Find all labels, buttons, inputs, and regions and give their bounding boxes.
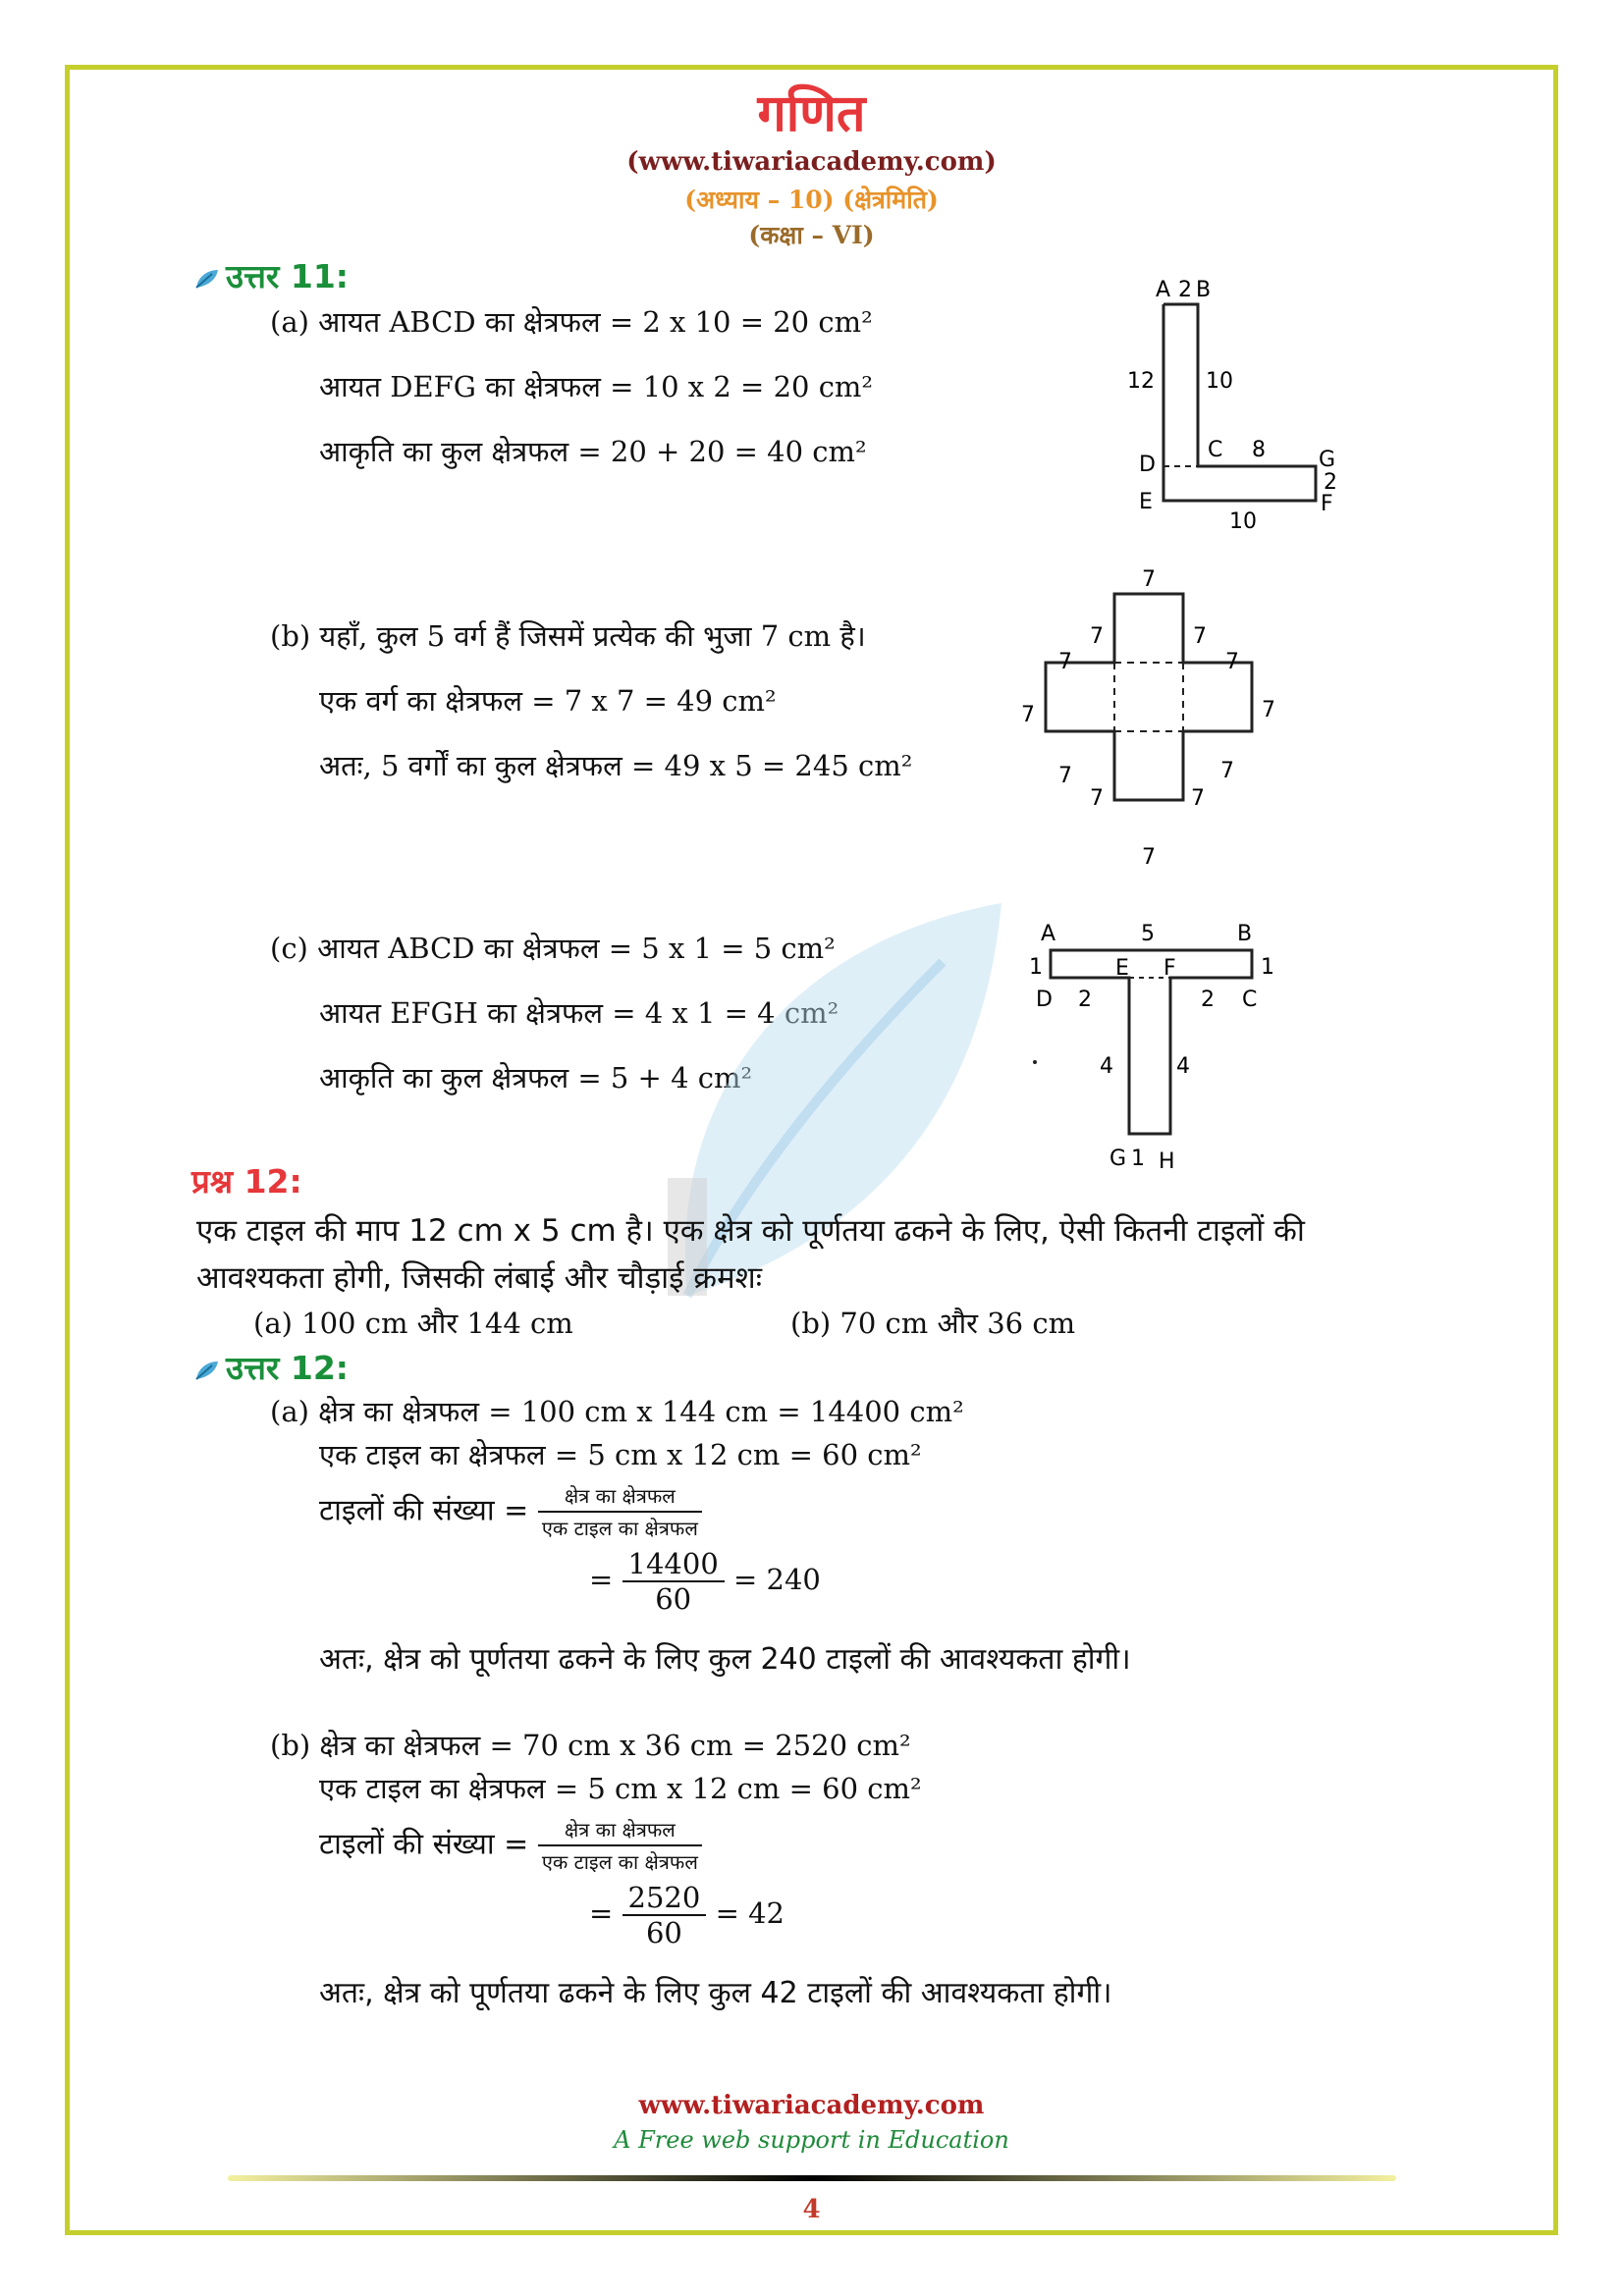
header-website: (www.tiwariacademy.com) <box>626 147 997 177</box>
ans12-a-calc: = $\frac{14400}{60}$ = 240 <box>589 1547 821 1616</box>
formula-fraction: $\frac{\text{क्षेत्र का क्षेत्रफल}}{\text{एक टाइल का क्षेत्रफल}}$ <box>538 1816 702 1875</box>
ans12-b-line2: एक टाइल का क्षेत्रफल = 5 cm x 12 cm = 60 cm² <box>319 1772 922 1805</box>
q12-line2: आवश्यकता होगी, जिसकी लंबाई और चौड़ाई क्रमशः <box>196 1260 762 1296</box>
svg-text:2: 2 <box>1201 988 1215 1012</box>
figure-l-shape <box>1119 275 1355 530</box>
svg-text:E: E <box>1115 956 1129 981</box>
q12-line1: एक टाइल की माप 12 cm x 5 cm है। एक क्षेत्र को पूर्णतया ढकने के लिए, ऐसी कितनी टाइलों की <box>196 1213 1305 1249</box>
label-g: G <box>1319 448 1336 472</box>
svg-text:7: 7 <box>1225 650 1239 674</box>
label-e: E <box>1139 490 1153 514</box>
svg-text:F: F <box>1163 956 1176 981</box>
ans12-b-count: टाइलों की संख्या = $\frac{\text{क्षेत्र का क्षेत्रफल}}{\text{एक टाइल का क्षेत्रफल}}$ <box>319 1816 702 1875</box>
label-12: 12 <box>1127 369 1155 394</box>
label-b: B <box>1196 278 1212 302</box>
ans11-b-line3: अतः, 5 वर्गों का कुल क्षेत्रफल = 49 x 5 = 245 cm² <box>319 749 913 782</box>
answer-11-heading: उत्तर 11: <box>194 253 349 297</box>
ans12-a-conclusion: अतः, क्षेत्र को पूर्णतया ढकने के लिए कुल 240 टाइलों की आवश्यकता होगी। <box>319 1642 1131 1677</box>
ans12-b-line1: (b) क्षेत्र का क्षेत्रफल = 70 cm x 36 cm = 2520 cm² <box>270 1729 911 1762</box>
label-a: A <box>1156 278 1171 302</box>
ans12-a-count: टाइलों की संख्या = $\frac{\text{क्षेत्र का क्षेत्रफल}}{\text{एक टाइल का क्षेत्रफल}}$ <box>319 1482 702 1541</box>
svg-text:2: 2 <box>1078 988 1092 1012</box>
label-d: D <box>1139 453 1156 477</box>
label-2: 2 <box>1178 278 1192 302</box>
header-class: (कक्षा – VI) <box>748 221 875 249</box>
answer-12-heading: उत्तर 12: <box>194 1345 349 1389</box>
footer-website[interactable]: www.tiwariacademy.com <box>638 2091 985 2120</box>
ans11-a-line1: (a) आयत ABCD का क्षेत्रफल = 2 x 10 = 20 cm² <box>270 305 873 339</box>
q12-option-a: (a) 100 cm और 144 cm <box>253 1307 573 1340</box>
svg-text:5: 5 <box>1141 922 1155 946</box>
svg-text:7: 7 <box>1058 764 1072 788</box>
svg-text:7: 7 <box>1262 698 1275 722</box>
ans11-c-line3: आकृति का कुल क्षेत्रफल = 5 + 4 cm² <box>319 1061 753 1095</box>
svg-text:1: 1 <box>1029 955 1043 980</box>
svg-text:7: 7 <box>1090 624 1104 649</box>
ans11-c-line1: (c) आयत ABCD का क्षेत्रफल = 5 x 1 = 5 cm² <box>270 932 836 965</box>
q12-option-b: (b) 70 cm और 36 cm <box>790 1307 1076 1340</box>
ans11-b-line2: एक वर्ग का क्षेत्रफल = 7 x 7 = 49 cm² <box>319 684 777 718</box>
svg-text:1: 1 <box>1131 1147 1145 1171</box>
leaf-icon <box>194 268 220 290</box>
svg-text:1: 1 <box>1261 955 1274 980</box>
footer-tagline: A Free web support in Education <box>614 2126 1009 2154</box>
header-chapter: (अध्याय – 10) (क्षेत्रमिति) <box>684 186 939 214</box>
label-10: 10 <box>1206 369 1233 394</box>
leaf-icon <box>194 1360 220 1381</box>
figure-cross-shape <box>992 564 1325 879</box>
page-number: 4 <box>802 2195 821 2224</box>
label-f: F <box>1321 492 1333 516</box>
ans12-b-conclusion: अतः, क्षेत्र को पूर्णतया ढकने के लिए कुल 42 टाइलों की आवश्यकता होगी। <box>319 1976 1112 2010</box>
label-c: C <box>1208 438 1223 462</box>
svg-text:7: 7 <box>1058 650 1072 674</box>
footer-divider <box>228 2175 1396 2181</box>
svg-text:D: D <box>1036 988 1053 1012</box>
ans12-a-line1: (a) क्षेत्र का क्षेत्रफल = 100 cm x 144 cm = 14400 cm² <box>270 1395 964 1428</box>
question-12-heading: प्रश्न 12: <box>191 1162 302 1201</box>
ans12-b-calc: = $\frac{2520}{60}$ = 42 <box>589 1881 784 1949</box>
svg-text:H: H <box>1159 1149 1175 1173</box>
ans11-a-line2: आयत DEFG का क्षेत्रफल = 10 x 2 = 20 cm² <box>319 370 874 403</box>
svg-text:7: 7 <box>1021 703 1035 727</box>
figure-t-shape <box>1021 913 1286 1173</box>
ans11-c-line2: आयत EFGH का क्षेत्रफल = 4 x 1 = 4 cm² <box>319 996 839 1030</box>
page-title: गणित <box>757 84 866 143</box>
formula-fraction: $\frac{\text{क्षेत्र का क्षेत्रफल}}{\text{एक टाइल का क्षेत्रफल}}$ <box>538 1482 702 1541</box>
svg-text:4: 4 <box>1176 1054 1190 1079</box>
svg-text:B: B <box>1237 922 1253 946</box>
ans11-b-line1: (b) यहाँ, कुल 5 वर्ग हैं जिसमें प्रत्येक की भुजा 7 cm है। <box>270 619 866 653</box>
svg-text:G: G <box>1109 1147 1127 1171</box>
label-2b: 2 <box>1324 470 1337 495</box>
svg-text:7: 7 <box>1090 786 1104 811</box>
label-10b: 10 <box>1229 509 1257 530</box>
svg-text:4: 4 <box>1100 1054 1113 1079</box>
svg-text:C: C <box>1242 988 1258 1012</box>
svg-text:7: 7 <box>1191 786 1205 811</box>
ans11-a-line3: आकृति का कुल क्षेत्रफल = 20 + 20 = 40 cm² <box>319 435 867 468</box>
svg-text:7: 7 <box>1220 759 1234 783</box>
svg-text:7: 7 <box>1193 624 1207 649</box>
label-8: 8 <box>1252 438 1266 462</box>
svg-text:7: 7 <box>1142 567 1156 592</box>
svg-text:7: 7 <box>1142 845 1156 870</box>
svg-text:A: A <box>1041 922 1056 946</box>
ans12-a-line2: एक टाइल का क्षेत्रफल = 5 cm x 12 cm = 60 cm² <box>319 1438 922 1471</box>
